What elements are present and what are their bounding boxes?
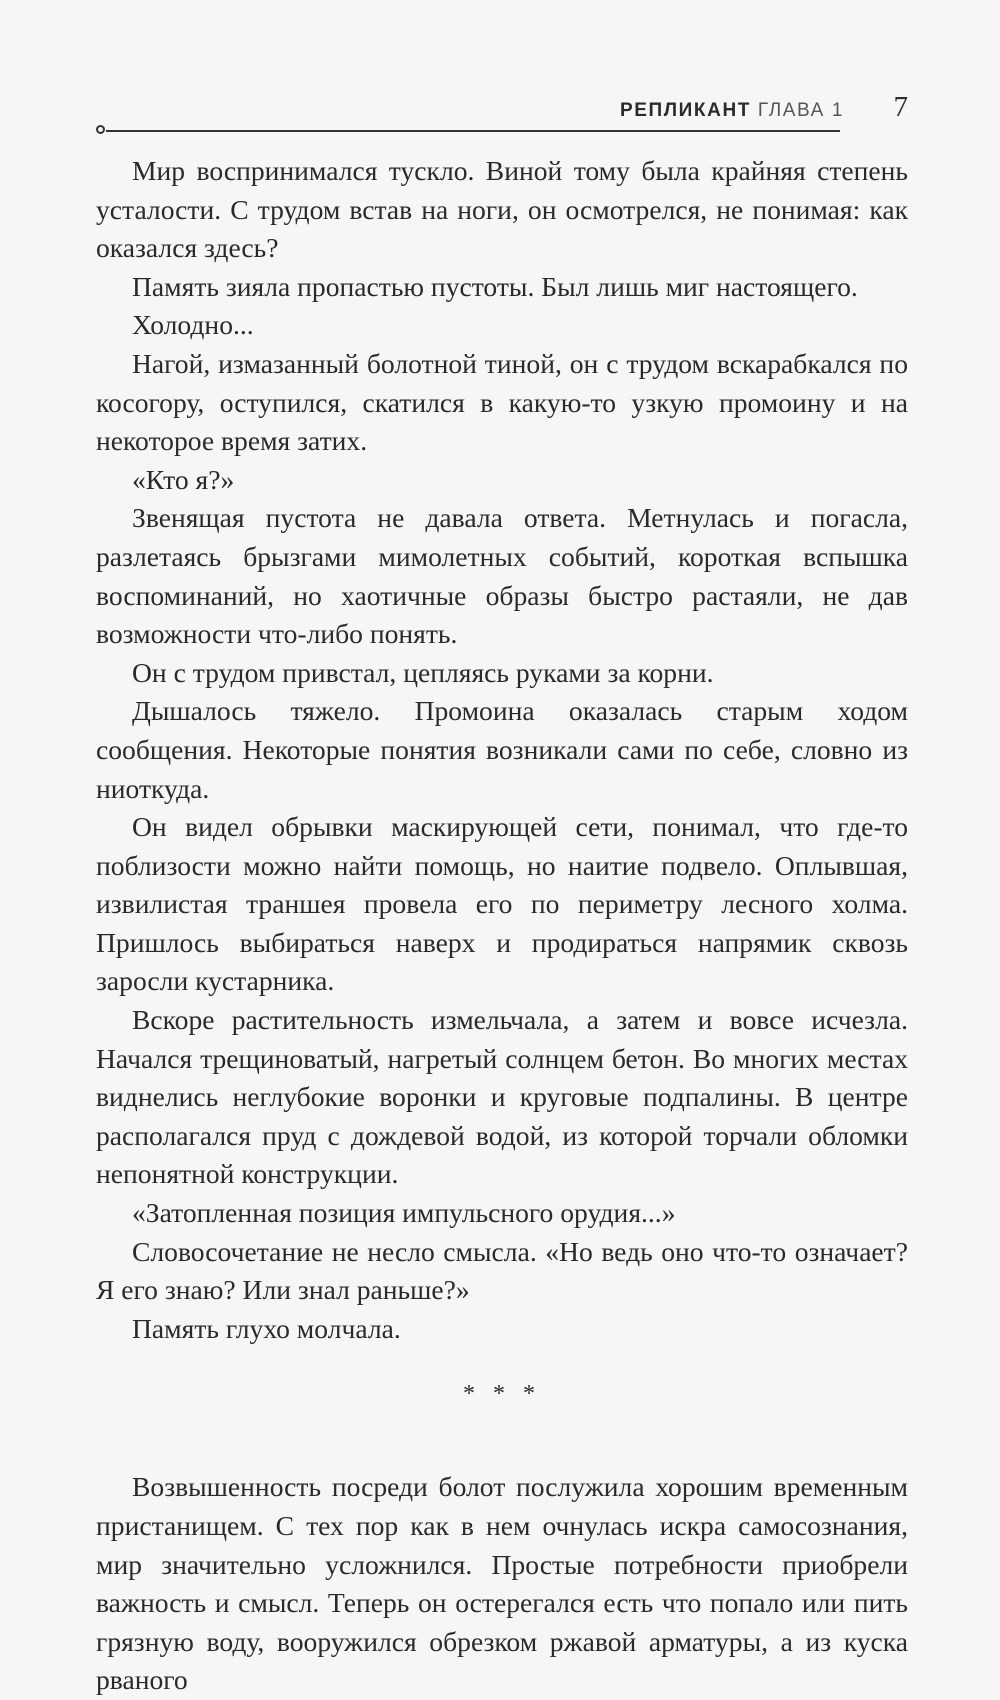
- page-body: [96, 152, 908, 1700]
- page-number: 7: [893, 91, 908, 123]
- section-separator: * * *: [463, 1381, 541, 1408]
- paragraph: Звенящая пустота не давала ответа. Метнулась и погасла, разлетаясь брызгами мимолетных событий, короткая вспышка воспоминаний, но хаотичные образы быстро растаяли, не дав возможности что-либо понять.: [96, 502, 908, 650]
- chapter-label: ГЛАВА 1: [757, 100, 844, 121]
- paragraph: Память глухо молчала.: [132, 1312, 401, 1344]
- paragraph: «Кто я?»: [132, 463, 235, 495]
- running-head: [620, 100, 844, 122]
- paragraph: Он видел обрывки маскирующей сети, понимал, что где-то поблизости можно найти помощь, но наитие подвело. Оплывшая, извилистая траншея провела его по периметру лесного холма. Пришлось выбираться наверх и продираться напрямик сквозь заросли кустарника.: [96, 811, 908, 997]
- paragraph: Словосочетание не несло смысла. «Но ведь оно что-то означает? Я его знаю? Или знал раньше?»: [96, 1235, 908, 1306]
- paragraph: «Затопленная позиция импульсного орудия...»: [132, 1197, 676, 1229]
- paragraph: Мир воспринимался тускло. Виной тому была крайняя степень усталости. С трудом встав на ноги, он осмотрелся, не понимая: как оказался здесь?: [96, 155, 908, 264]
- paragraph: Память зияла пропастью пустоты. Был лишь миг настоящего.: [132, 270, 858, 302]
- header-rule: [106, 130, 840, 132]
- paragraph: Дышалось тяжело. Промоина оказалась старым ходом сообщения. Некоторые понятия возникали сами по себе, словно из ниоткуда.: [96, 695, 908, 804]
- paragraph: Нагой, измазанный болотной тиной, он с трудом вскарабкался по косогору, оступился, скатился в какую-то узкую промоину и на некоторое время затих.: [96, 347, 908, 457]
- running-header: [96, 88, 908, 148]
- paragraph: Вскоре растительность измельчала, а затем и вовсе исчезла. Начался трещиноватый, нагретый солнцем бетон. Во многих местах виднелись неглубокие воронки и круговые подпалины. В центре располагался пруд с дождевой водой, из которой торчали обломки непонятной конструкции.: [96, 1004, 908, 1190]
- paragraph: Возвышенность посреди болот послужила хорошим временным пристанищем. С тех пор как в нем очнулась искра самосознания, мир значительно усложнился. Простые потребности приобрели важность и смысл. Теперь он остерегался есть что попало или пить грязную воду, вооружился обрезком ржавой арматуры, а из куска рваного: [96, 1471, 908, 1696]
- paragraph: Холодно...: [132, 309, 254, 341]
- book-title: РЕПЛИКАНТ: [619, 100, 751, 121]
- paragraph: Он с трудом привстал, цепляясь руками за корни.: [132, 656, 714, 688]
- header-rule-dot: [96, 125, 105, 134]
